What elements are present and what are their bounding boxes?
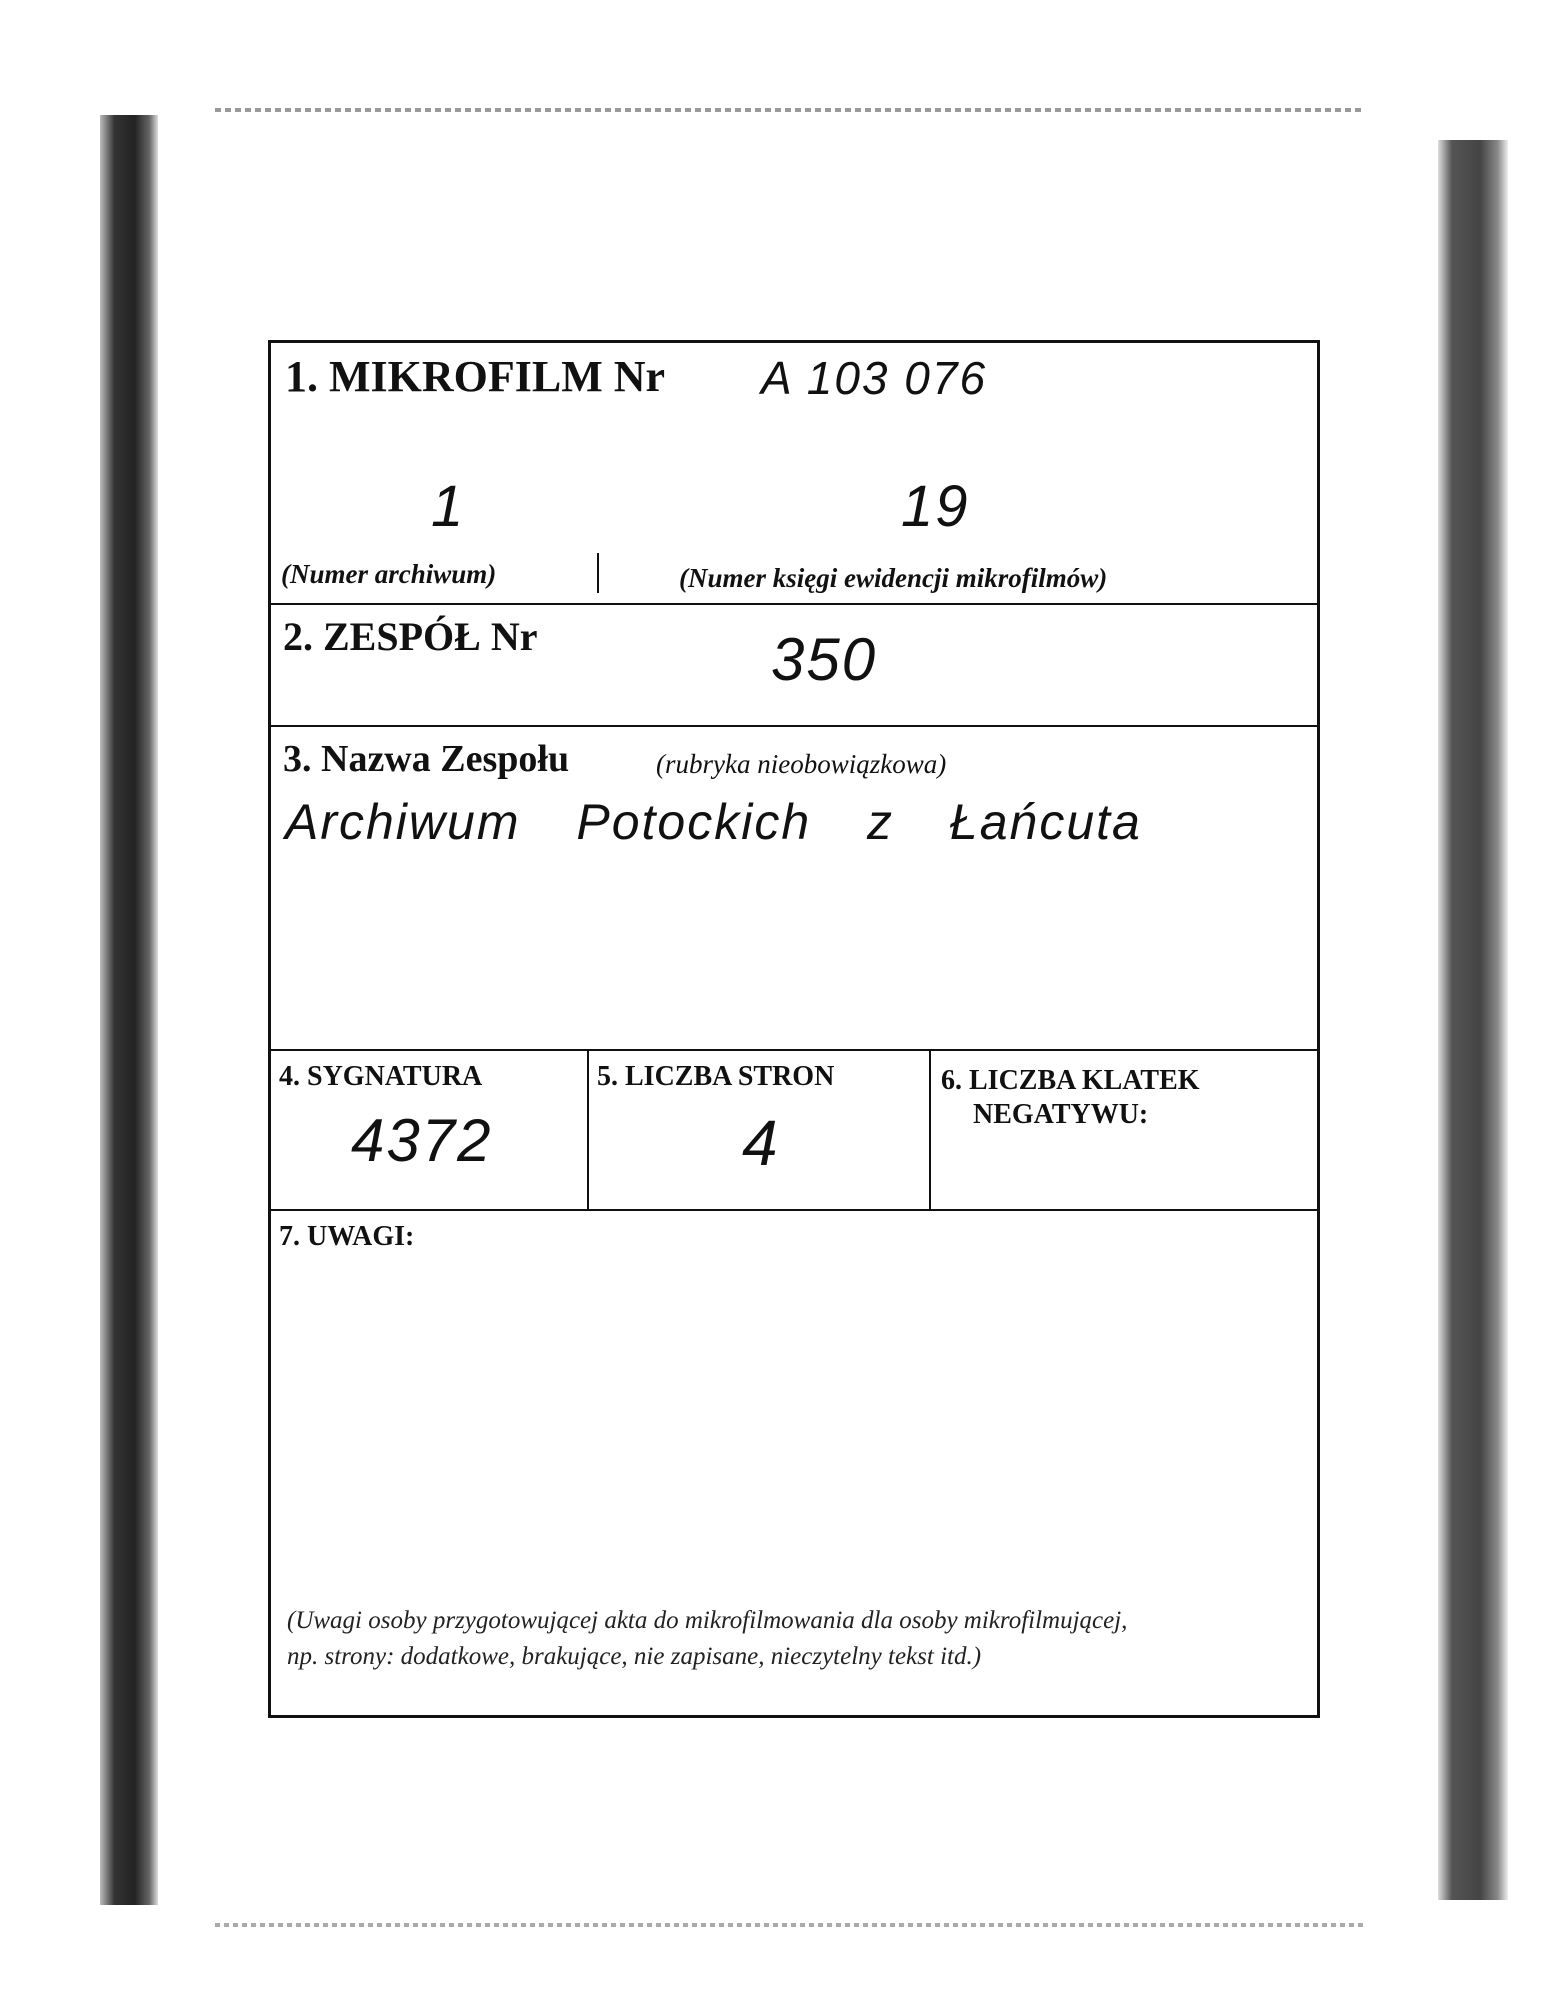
remarks-note-line1: (Uwagi osoby przygotowującej akta do mikrofilmowania dla osoby mikrofilmującej, bbox=[287, 1607, 1128, 1634]
archive-number: 1 bbox=[431, 474, 466, 539]
section-fonds-number bbox=[271, 605, 1317, 727]
registry-number: 19 bbox=[901, 474, 970, 539]
scan-edge-right bbox=[1438, 140, 1508, 1900]
microfilm-form bbox=[268, 340, 1320, 1718]
scan-edge-left bbox=[100, 115, 158, 1905]
signature-cell bbox=[271, 1051, 589, 1209]
fonds-number-value: 350 bbox=[771, 626, 878, 693]
remarks-note bbox=[287, 1603, 1301, 1675]
page-edge-bottom bbox=[215, 1923, 1365, 1927]
frame-count-label-line2: NEGATYWU: bbox=[973, 1099, 1149, 1130]
fonds-name-value: Archiwum Potockich z Łańcuta bbox=[285, 794, 1142, 850]
remarks-note-line2: np. strony: dodatkowe, brakujące, nie zapisane, nieczytelny tekst itd.) bbox=[287, 1643, 982, 1670]
page-count-value: 4 bbox=[742, 1107, 780, 1179]
signature-value: 4372 bbox=[351, 1107, 493, 1174]
section-details bbox=[271, 1051, 1317, 1211]
page-edge-top bbox=[215, 108, 1365, 112]
page-count-label: 5. LICZBA STRON bbox=[597, 1061, 835, 1092]
section-remarks bbox=[271, 1211, 1317, 1715]
frame-count-cell bbox=[929, 1051, 1317, 1209]
frame-count-label-line1: 6. LICZBA KLATEK bbox=[941, 1065, 1200, 1096]
archive-number-label: (Numer archiwum) bbox=[281, 559, 497, 589]
microfilm-number: A 103 076 bbox=[761, 352, 988, 404]
signature-label: 4. SYGNATURA bbox=[279, 1061, 483, 1092]
section-microfilm bbox=[271, 343, 1317, 605]
field-divider bbox=[597, 553, 599, 593]
fonds-number-label: 2. ZESPÓŁ Nr bbox=[283, 614, 538, 659]
remarks-label: 7. UWAGI: bbox=[279, 1221, 415, 1252]
registry-number-label: (Numer księgi ewidencji mikrofilmów) bbox=[679, 563, 1108, 593]
fonds-name-sublabel: (rubryka nieobowiązkowa) bbox=[656, 749, 947, 779]
page-count-cell bbox=[587, 1051, 931, 1209]
section-fonds-name bbox=[271, 727, 1317, 1051]
microfilm-label: 1. MIKROFILM Nr bbox=[285, 352, 666, 401]
fonds-name-label: 3. Nazwa Zespołu bbox=[283, 738, 570, 780]
